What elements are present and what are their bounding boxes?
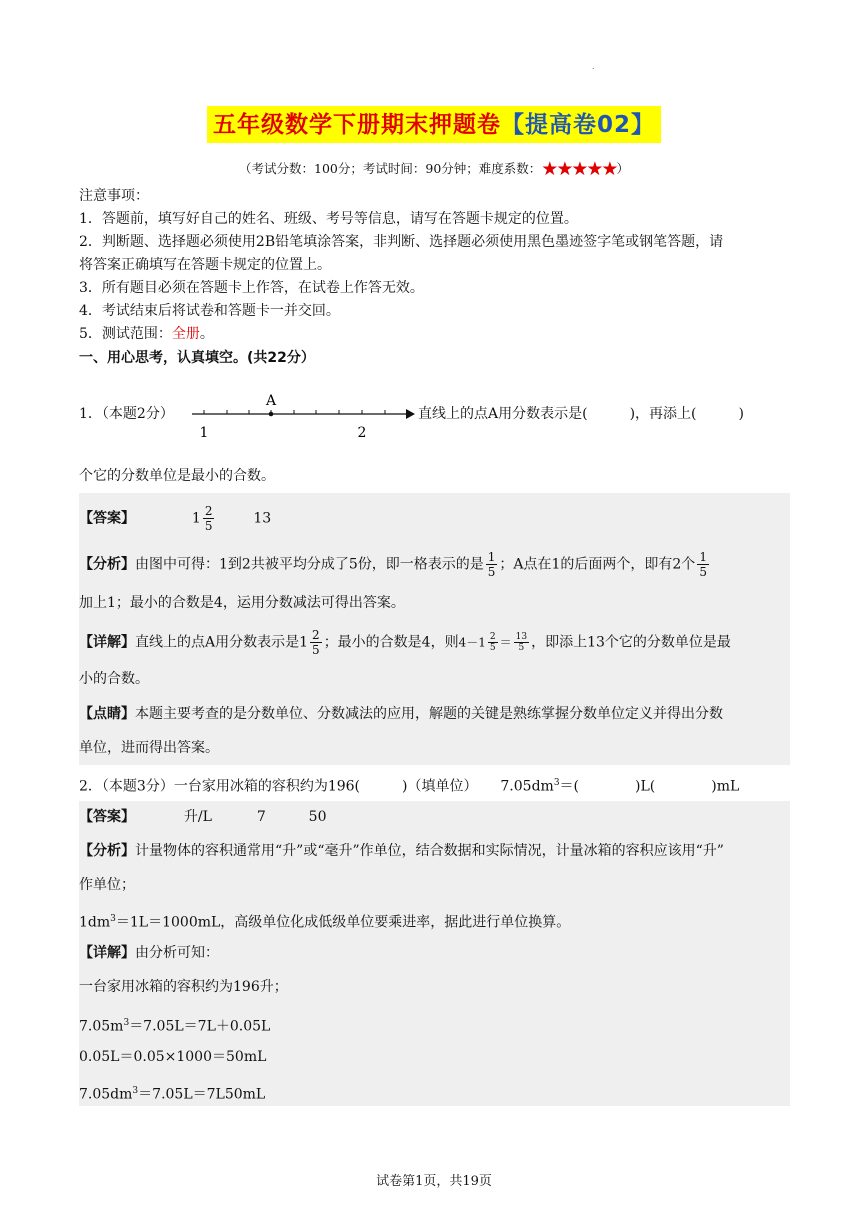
superscript: 3 [123,1018,130,1028]
detail-text: 由分析可知： [135,945,219,961]
frac-num: 1 [699,550,707,564]
analysis-text [79,908,570,935]
mixed-whole: 1 [299,634,309,651]
detail-text: 7.05m [79,1018,124,1035]
note-scope-label: 5．测试范围： [79,326,172,342]
detail-line: 0.05L＝0.05×1000＝50mL [79,1049,267,1065]
q1-detail-row [79,628,731,657]
fraction-two-fifths [310,628,322,657]
detail-text: 直线上的点A用分数表示是 [135,634,300,651]
q2-text: 一台家用冰箱的容积约为196( )（填单位） [173,778,478,795]
exam-info-text: （考试分数：100分；考试时间：90分钟；难度系数： [239,161,542,176]
frac-num: 2 [312,628,320,642]
title-tag: 【提高卷02】 [500,112,655,138]
q1-text-continued: 个它的分数单位是最小的合数。 [79,468,275,484]
frac-num: 2 [489,632,496,642]
analysis-label: 【分析】 [79,843,135,859]
analysis-text: ＝1L＝1000mL，高级单位化成低级单位要乘进率，据此进行单位换算。 [115,914,571,931]
frac-den: 5 [699,565,707,579]
superscript: 3 [110,914,116,924]
detail-text: ＝7.05L＝7L＋0.05L [129,1018,271,1035]
page-title [207,106,661,143]
number-line-ticks [204,410,385,414]
q1-text: 直线上的点A用分数表示是( )，再添上( ) [418,406,744,422]
q2-detail-row [79,942,219,965]
answer-value: 升/L [183,809,212,825]
q2-row [79,772,739,799]
detail-label: 【详解】 [79,945,135,961]
point-a-marker [269,412,274,417]
q1-comment-row [79,703,723,726]
point-a-label: A [265,393,277,409]
q2-text: ＝( )L( )mL [559,778,740,795]
note-punct: 。 [199,326,214,342]
answer-label: 【答案】 [79,510,135,527]
expression: 4－1 [458,635,486,650]
answer-value: 7 [256,809,266,825]
frac-num: 2 [204,504,213,518]
arrow-icon [406,409,415,419]
frac-num: 13 [515,632,528,642]
fraction-small [488,632,498,653]
fraction-one-fifth [697,550,709,579]
superscript: 3 [132,1086,139,1096]
frac-den: 5 [489,643,496,653]
q2-label: 2．（本题3分） [79,778,174,795]
page-mark: . [592,62,595,71]
q1-label: 1．（本题2分） [79,406,174,422]
detail-text: 小的合数。 [79,671,149,687]
analysis-text: 作单位； [79,877,135,893]
comment-text: 本题主要考查的是分数单位、分数减法的应用，解题的关键是熟练掌握分数单位定义并得出分数 [135,706,723,722]
q2-analysis-row [79,840,724,863]
note-scope-value: 全册 [171,326,200,342]
detail-line [79,1012,270,1039]
q1-answer-row [79,504,271,533]
comment-label: 【点睛】 [79,706,135,722]
number-line-diagram [190,392,416,440]
notes-heading: 注意事项： [79,188,149,204]
unit-text: 1dm [79,914,111,931]
notes-block [79,185,789,346]
title-main: 五年级数学下册期末押题卷 [212,112,501,138]
note-item: 4．考试结束后将试卷和答题卡一并交回。 [79,303,340,319]
detail-line [79,1080,265,1107]
note-item [79,323,789,346]
detail-text: ＝7.05L＝7L50mL [138,1086,266,1103]
difficulty-stars-icon: ★★★★★ [541,158,617,180]
note-item: 3．所有题目必须在答题卡上作答，在试卷上作答无效。 [79,280,424,296]
q2-unit: 7.05dm [500,778,554,795]
note-item: 2．判断题、选择题必须使用2B铅笔填涂答案，非判断、选择题必须使用黑色墨迹签字笔或钢笔答题，请 [79,234,724,250]
q1-analysis-row [79,550,711,579]
frac-den: 5 [312,643,320,657]
answer-value: 13 [253,510,272,527]
detail-text: 7.05dm [79,1086,133,1103]
note-item: 将答案正确填写在答题卡规定的位置上。 [79,257,331,273]
note-item: 1．答题前，填写好自己的姓名、班级、考号等信息，请写在答题卡规定的位置。 [79,211,578,227]
analysis-text: 由图中可得：1到2共被平均分成了5份，即一格表示的是 [135,556,484,573]
q2-answer-row [79,806,326,829]
title-container [0,106,868,143]
detail-label: 【详解】 [79,634,135,651]
analysis-text: 计量物体的容积通常用“升”或“毫升”作单位，结合数据和实际情况，计量冰箱的容积应该用“升” [135,843,724,859]
analysis-text: ；A点在1的后面两个，即有2个 [499,556,696,573]
answer-fraction [203,504,215,533]
frac-den: 5 [487,565,496,579]
fraction-small [514,632,529,653]
tick-label-1: 1 [199,425,209,440]
detail-line: 一台家用冰箱的容积约为196升； [79,979,288,995]
section-heading: 一、用心思考，认真填空。(共22分） [79,350,315,366]
fraction-one-fifth [486,550,498,579]
superscript: 3 [553,778,560,788]
analysis-text: 加上1；最小的合数是4，运用分数减法可得出答案。 [79,595,405,611]
expression: ＝ [499,635,512,650]
exam-info [0,158,868,180]
detail-text: ，即添上13个它的分数单位是最 [531,634,731,651]
detail-text: ；最小的合数是4，则 [323,634,459,651]
answer-value: 50 [308,809,327,825]
comment-text: 单位，进而得出答案。 [79,740,219,756]
exam-info-close: ） [616,161,629,176]
page-footer: 试卷第1页，共19页 [376,1174,492,1189]
frac-num: 1 [487,550,496,564]
analysis-label: 【分析】 [79,556,135,573]
answer-label: 【答案】 [79,809,135,825]
tick-label-2: 2 [357,425,367,440]
frac-den: 5 [518,643,525,653]
answer-whole: 1 [191,510,201,527]
frac-den: 5 [204,519,213,533]
